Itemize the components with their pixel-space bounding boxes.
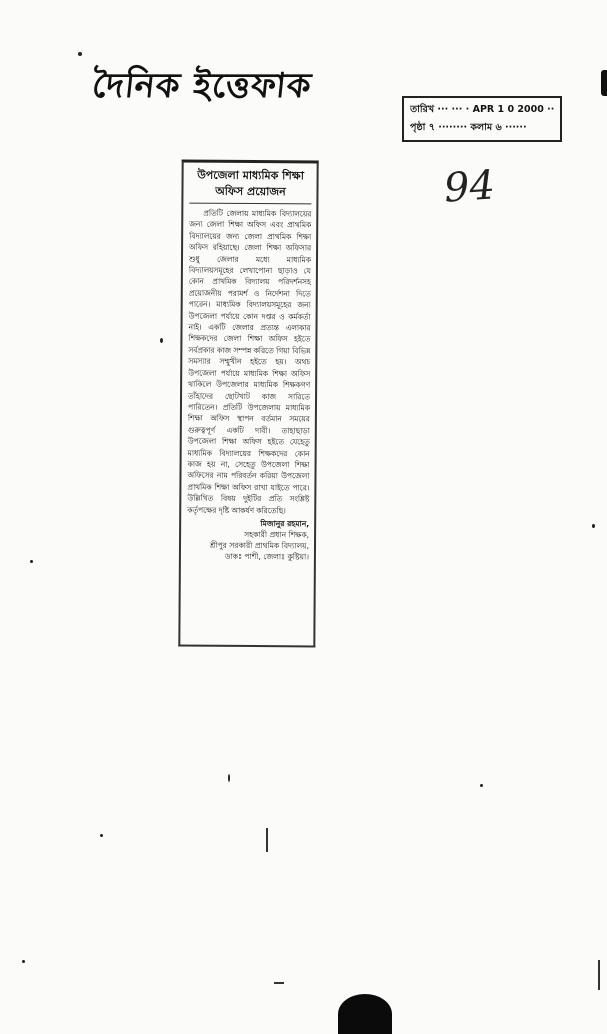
clipping-headline-line1: উপজেলা মাধ্যমিক শিক্ষা <box>197 168 304 183</box>
scan-speck <box>22 960 25 963</box>
scan-speck <box>160 338 163 343</box>
author-school: শ্রীপুর সরকারী প্রাথমিক বিদ্যালয়, <box>209 540 310 551</box>
stamp-date-label: তারিখ <box>410 104 435 115</box>
scan-speck <box>78 52 82 56</box>
archive-stamp <box>402 96 562 142</box>
clipping-body-text: প্রতিটি জেলায় মাধ্যমিক বিদ্যালয়ের জন্য জেলা শিক্ষা অফিস এবং প্রাথমিক বিদ্যালয়ের জন্য জেলা প্রাথমিক শিক্ষা অফিস রহিয়াছে। জেলা শিক্ষা অফিসার শুধু জেলার মধ্যে মাধ্যমিক বিদ্যালয়সমূহের লেখাপোনা ছাড়াও যে কোন প্রাথমিক বিদ্যালয় পরিদর্শনসহ প্রয়োজনীয় পরামর্শ ও নির্দেশনা দিতে পারেন। মাধ্যমিক বিদ্যালয়সমূহের জন্য উপজেলা পর্যায়ে কোন দপ্তর ও কর্মকর্তা নাই। একটি জেলার প্রত্যন্ত এলাকার শিক্ষকদের জেলা শিক্ষা অফিস হইতে সর্বপ্রকার কাজ সম্পন্ন করিতে গিয়া বিভিন্ন সমস্যার সম্মুখীন হইতে হয়। অথচ উপজেলা পর্যায়ে মাধ্যমিক শিক্ষা অফিস থাকিলে উপজেলার মাধ্যমিক শিক্ষকগণ তাঁহাদের ছোটখাট কাজ সারিতে পারিতেন। প্রতিটি উপজেলায় মাধ্যমিক শিক্ষা অফিস স্থাপন বর্তমান সময়ের গুরুত্বপূর্ণ একটি দাবী। তাহাছাড়া উপজেলা শিক্ষা অফিস হইতে যেহেতু মাধ্যমিক বিদ্যালয়ের শিক্ষকদের কোন কাজ হয় না, সেহেতু উপজেলা শিক্ষা অফিসের নাম পরিবর্তন করিয়া উপজেলা প্রাথমিক শিক্ষা অফিস রাখা যাইতে পারে। উল্লিখিত বিষয় দুইটির প্রতি সংশ্লিষ্ট কর্তৃপক্ষের দৃষ্টি আকর্ষণ করিতেছি। <box>187 208 312 515</box>
scan-edge-mark <box>601 70 607 96</box>
stamp-page-label: পৃষ্ঠা <box>410 122 426 133</box>
clipping-headline <box>189 168 311 205</box>
clipping-headline-line2: অফিস প্রয়োজন <box>215 184 286 199</box>
author-address: ডাকঃ পাশী, জেলাঃ কুষ্টিয়া। <box>224 551 309 562</box>
scan-speck <box>480 784 483 787</box>
scan-speck <box>100 834 103 837</box>
stamp-page-row: পৃষ্ঠা ৭ ········ কলাম ৬ ······ <box>410 122 527 133</box>
scan-line-mark <box>274 982 284 984</box>
author-name: মিজানুর রহমান, <box>260 519 310 529</box>
newspaper-masthead: দৈনিক ইত্তেফাক <box>90 66 314 106</box>
scan-speck <box>228 774 230 782</box>
clipping-signature <box>187 518 309 563</box>
stamp-page-value: ৭ <box>428 122 435 133</box>
newspaper-clipping <box>178 160 318 648</box>
scan-line-mark <box>598 960 600 990</box>
stamp-column-label: কলাম <box>470 122 493 133</box>
handwritten-page-number: 94 <box>442 162 497 212</box>
stamp-date-value: APR 1 0 2000 <box>472 104 544 115</box>
stamp-column-value: ৬ <box>495 122 502 133</box>
scan-ink-blob <box>338 994 392 1034</box>
scan-speck <box>30 560 33 563</box>
stamp-date-row: তারিখ ··· ··· · APR 1 0 2000 ·· <box>410 104 554 115</box>
scan-speck <box>592 524 595 528</box>
author-title: সহকারী প্রধান শিক্ষক, <box>244 529 310 540</box>
scan-line-mark <box>266 828 268 852</box>
